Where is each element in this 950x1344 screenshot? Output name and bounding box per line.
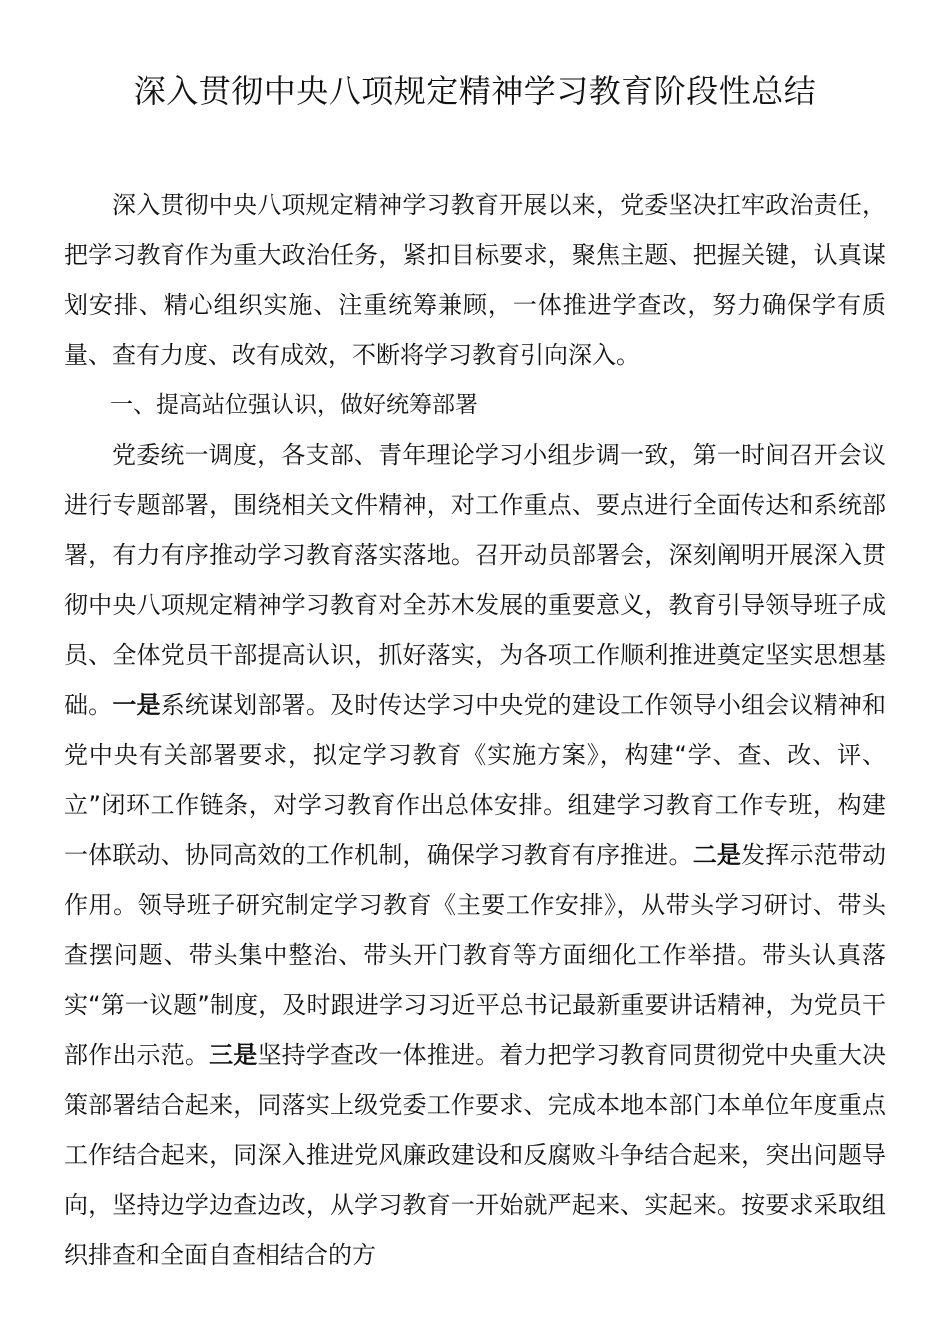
point-3-text: 坚持学查改一体推进。着力把学习教育同贯彻党中央重大决策部署结合起来，同落实上级党委工作要求、完成本地本部门本单位年度重点工作结合起来，同深入推进党风廉政建设和反腐败斗争结合起来，突出问题导向，坚持边学边查边改，从学习教育一开始就严起来、实起来。按要求采取组织排查和全面自查相结合的方 xyxy=(64,1041,887,1269)
point-3-keyword: 三是 xyxy=(209,1041,258,1069)
intro-paragraph: 深入贯彻中央八项规定精神学习教育开展以来，党委坚决扛牢政治责任，把学习教育作为重大政治任务，紧扣目标要求，聚焦主题、把握关键，认真谋划安排、精心组织实施、注重统筹兼顾，一体推进学查改，努力确保学有质量、查有力度、改有成效，不断将学习教育引向深入。 xyxy=(64,191,886,369)
document-title: 深入贯彻中央八项规定精神学习教育阶段性总结 xyxy=(133,72,817,110)
point-1-text: 系统谋划部署。及时传达学习中央党的建设工作领导小组会议精神和党中央有关部署要求，拟定学习教育《实施方案》，构建“学、查、改、评、立”闭环工作链条，对学习教育作出总体安排。组建学习教育工作专班，构建一体联动、协同高效的工作机制，确保学习教育有序推进。 xyxy=(64,691,887,869)
point-1-keyword: 一是 xyxy=(112,691,161,719)
section-1-heading: 一、提高站位强认识，做好统筹部署 xyxy=(110,392,478,418)
section-1-paragraph xyxy=(64,430,886,1280)
point-2-keyword: 二是 xyxy=(692,841,742,869)
point-2-text: 发挥示范带动作用。领导班子研究制定学习教育《主要工作安排》，从带头学习研讨、带头查摆问题、带头集中整治、带头开门教育等方面细化工作举措。带头认真落实“第一议题”制度，及时跟进学习习近平总书记最新重要讲话精神，为党员干部作出示范。 xyxy=(64,841,887,1069)
section-1-lead-text: 党委统一调度，各支部、青年理论学习小组步调一致，第一时间召开会议进行专题部署，围绕相关文件精神，对工作重点、要点进行全面传达和系统部署，有力有序推动学习教育落实落地。召开动员部署会，深刻阐明开展深入贯彻中央八项规定精神学习教育对全苏木发展的重要意义，教育引导领导班子成员、全体党员干部提高认识，抓好落实，为各项工作顺利推进奠定坚实思想基础。 xyxy=(64,441,886,719)
